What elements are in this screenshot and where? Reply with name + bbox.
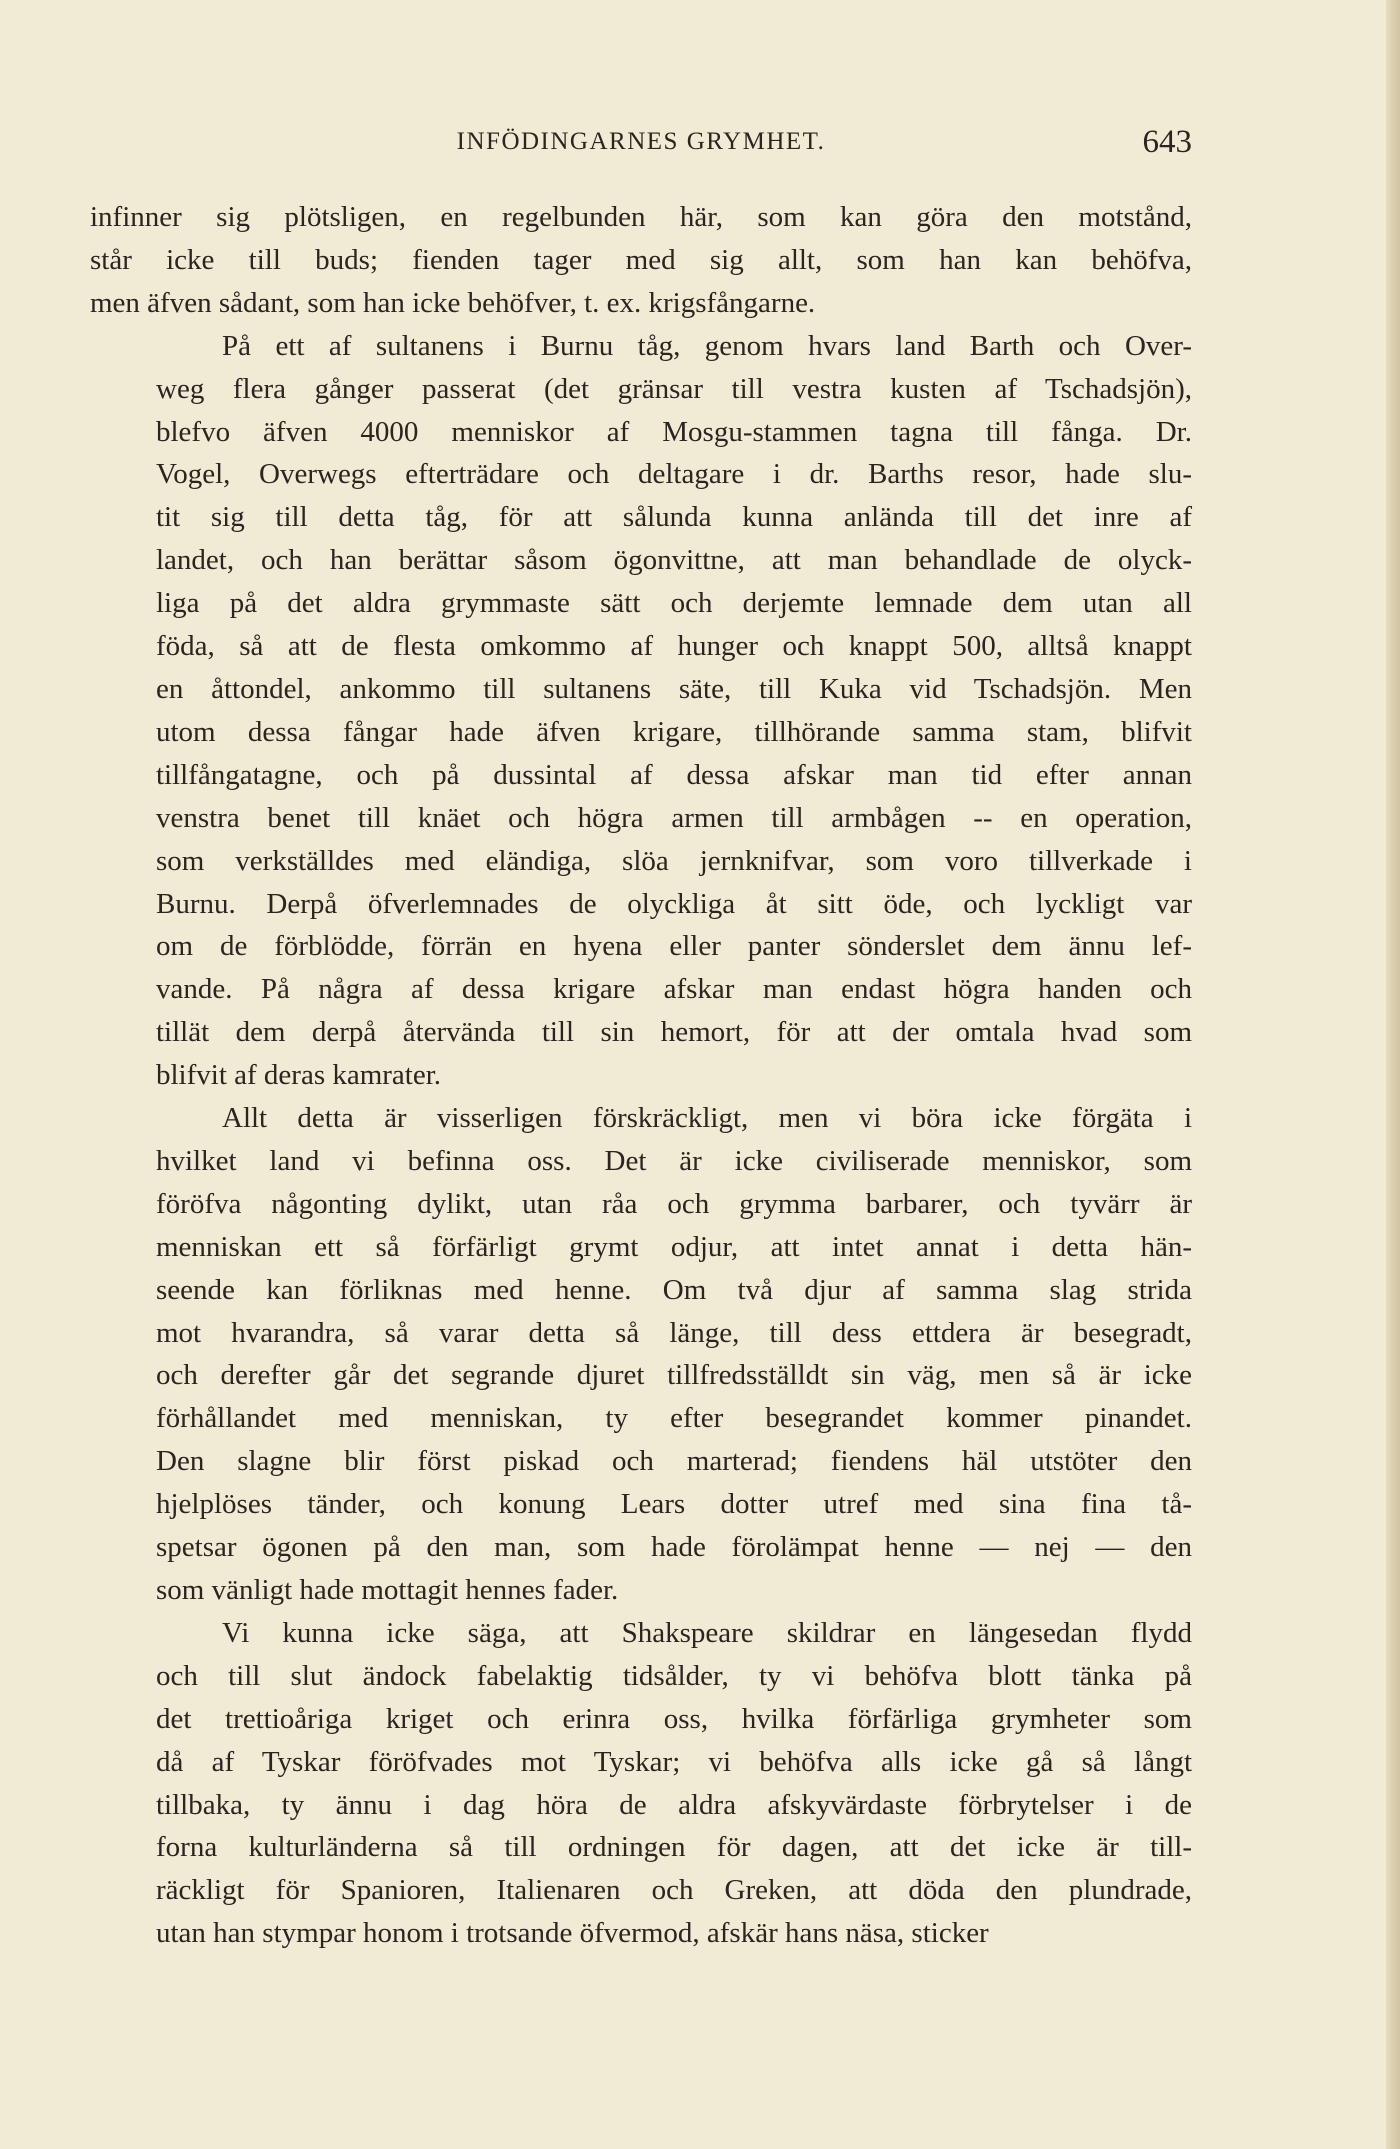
text-line: tillät dem derpå återvända till sin hemort, för att der omtala hvad som — [156, 1016, 1192, 1049]
text-line: tillfångatagne, och på dussintal af dessa afskar man tid efter annan — [156, 758, 1192, 791]
text-line: vande. På några af dessa krigare afskar man endast högra handen och — [156, 973, 1192, 1006]
text-line: det trettioåriga kriget och erinra oss, hvilka förfärliga grymheter som — [156, 1702, 1192, 1735]
text-line: och derefter går det segrande djuret tillfredsställdt sin väg, men så är icke — [156, 1359, 1192, 1392]
page-edge — [1386, 0, 1400, 2149]
text-line: tit sig till detta tåg, för att sålunda kunna anlända till det inre af — [156, 501, 1192, 534]
paragraph — [90, 325, 1192, 1097]
text-line: som verkställdes med eländiga, slöa jernknifvar, som voro tillverkade i — [156, 844, 1192, 877]
text-line: en åttondel, ankommo till sultanens säte, till Kuka vid Tschadsjön. Men — [156, 672, 1192, 705]
text-line: menniskan ett så förfärligt grymt odjur, att intet annat i detta hän- — [156, 1230, 1192, 1263]
text-line: forna kulturländerna så till ordningen för dagen, att det icke är till- — [156, 1831, 1192, 1864]
text-line: då af Tyskar föröfvades mot Tyskar; vi behöfva alls icke gå så långt — [156, 1745, 1192, 1778]
text-line: Vi kunna icke säga, att Shakspeare skildrar en längesedan flydd — [222, 1616, 1192, 1649]
text-line: mot hvarandra, så varar detta så länge, till dess ettdera är besegradt, — [156, 1316, 1192, 1349]
text-line: Allt detta är visserligen förskräckligt, men vi böra icke förgäta i — [222, 1102, 1192, 1135]
body-text — [90, 196, 1192, 1955]
text-line: liga på det aldra grymmaste sätt och derjemte lemnade dem utan all — [156, 587, 1192, 620]
text-line: föda, så att de flesta omkommo af hunger och knappt 500, alltså knappt — [156, 630, 1192, 663]
text-line: Vogel, Overwegs efterträdare och deltagare i dr. Barths resor, hade slu- — [156, 458, 1192, 491]
text-line: om de förblödde, förrän en hyena eller panter sönderslet dem ännu lef- — [156, 930, 1192, 963]
text-line: och till slut ändock fabelaktig tidsålder, ty vi behöfva blott tänka på — [156, 1659, 1192, 1692]
text-line: blifvit af deras kamrater. — [156, 1059, 442, 1092]
text-line: Burnu. Derpå öfverlemnades de olyckliga åt sitt öde, och lyckligt var — [156, 887, 1192, 920]
text-line: venstra benet till knäet och högra armen till armbågen -- en operation, — [156, 801, 1192, 834]
page-number: 643 — [1142, 124, 1192, 160]
text-line: landet, och han berättar såsom ögonvittne, att man behandlade de olyck- — [156, 544, 1192, 577]
text-line: utan han stympar honom i trotsande öfvermod, afskär hans näsa, sticker — [156, 1917, 989, 1950]
text-line: hjelplöses tänder, och konung Lears dotter utref med sina fina tå- — [156, 1488, 1192, 1521]
text-line: förhållandet med menniskan, ty efter besegrandet kommer pinandet. — [156, 1402, 1192, 1435]
text-line: hvilket land vi befinna oss. Det är icke civiliserade menniskor, som — [156, 1144, 1192, 1177]
text-line: står icke till buds; fienden tager med sig allt, som han kan behöfva, — [90, 243, 1192, 276]
paragraph — [90, 1097, 1192, 1612]
paragraph — [90, 1612, 1192, 1955]
text-line: som vänligt hade mottagit hennes fader. — [156, 1574, 619, 1606]
text-line: spetsar ögonen på den man, som hade förolämpat henne — nej — den — [156, 1531, 1192, 1564]
text-line: räckligt för Spanioren, Italienaren och Greken, att döda den plundrade, — [156, 1874, 1192, 1907]
text-line: föröfva någonting dylikt, utan råa och grymma barbarer, och tyvärr är — [156, 1187, 1192, 1220]
text-line: blefvo äfven 4000 menniskor af Mosgu-stammen tagna till fånga. Dr. — [156, 415, 1192, 448]
text-line: weg flera gånger passerat (det gränsar till vestra kusten af Tschadsjön), — [156, 372, 1192, 405]
text-line: utom dessa fångar hade äfven krigare, tillhörande samma stam, blifvit — [156, 715, 1192, 748]
text-line: tillbaka, ty ännu i dag höra de aldra afskyvärdaste förbrytelser i de — [156, 1788, 1192, 1821]
text-line: men äfven sådant, som han icke behöfver, t. ex. krigsfångarne. — [90, 286, 816, 319]
running-title: INFÖDINGARNES GRYMHET. — [456, 128, 826, 155]
page-header — [90, 124, 1192, 174]
paragraph — [90, 196, 1192, 325]
text-line: seende kan förliknas med henne. Om två djur af samma slag strida — [156, 1273, 1192, 1306]
text-line: Den slagne blir först piskad och marterad; fiendens häl utstöter den — [156, 1445, 1192, 1478]
text-line: infinner sig plötsligen, en regelbunden här, som kan göra den motstånd, — [90, 201, 1192, 233]
text-line: På ett af sultanens i Burnu tåg, genom hvars land Barth och Over- — [222, 329, 1192, 362]
